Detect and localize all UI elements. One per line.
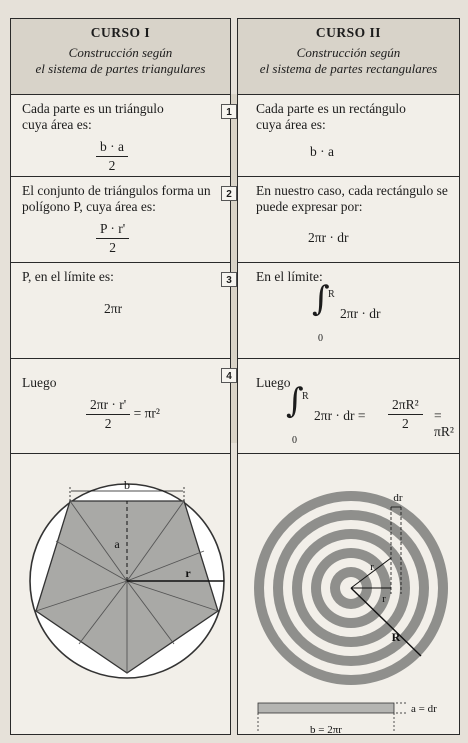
course-two-step2-text: En nuestro caso, cada rectángulo se puede expresar por: (256, 183, 448, 214)
course-two-title: CURSO II (315, 25, 382, 40)
course-two-step4-formula: ∫ R 0 2πr · dr = $\frac{\text{2πR²}}{2}$ = πR² (286, 381, 454, 446)
integral-sign: ∫ (286, 381, 304, 421)
label-a: a (114, 537, 120, 551)
course-two-step4 (238, 359, 459, 454)
unrolled-strip (258, 703, 394, 713)
course-one-step1-text: Cada parte es un triángulo cuya área es: (22, 101, 164, 132)
strip-label-a: a = dr (411, 703, 437, 715)
course-two-step3-integral: ∫ R 0 2πr · dr (312, 279, 381, 344)
integral-sign: ∫ (312, 279, 330, 319)
step-badge-1: 1 (221, 104, 237, 119)
label-r: r (185, 566, 191, 580)
label-R: R (391, 630, 401, 644)
course-one-header (11, 19, 230, 95)
course-two-step3 (238, 263, 459, 359)
step-badge-3: 3 (221, 272, 237, 287)
course-two-step1-formula: b · a (310, 144, 334, 159)
course-one-column (10, 18, 231, 735)
course-two-subtitle-line2: el sistema de partes rectangulares (259, 61, 438, 76)
course-one-step1 (11, 95, 230, 177)
label-r-upper: r (370, 561, 374, 573)
label-r-lower: r (382, 593, 386, 605)
course-two-step4-text: Luego (256, 375, 291, 390)
course-one-step4 (11, 359, 230, 454)
course-one-step1-fraction: $\frac{b \cdot a}{2}$ (96, 139, 128, 174)
course-two-step1-text: Cada parte es un rectángulo cuya área es: (256, 101, 406, 132)
course-one-step2 (11, 177, 230, 263)
course-two-header (238, 19, 459, 95)
label-b: b (124, 478, 130, 492)
course-two-step2 (238, 177, 459, 263)
course-one-step4-formula: $\frac{2\pi r \cdot r'}{2}$ = πr² (86, 397, 222, 432)
course-one-step2-text: El conjunto de triángulos forma un polígono P, cuya área es: (22, 183, 211, 214)
course-two-subtitle-line1: Construcción según (296, 45, 401, 60)
course-two-column (237, 18, 460, 735)
course-one-step3-formula: 2πr (104, 301, 123, 316)
course-one-step4-text: Luego (22, 375, 57, 390)
course-one-step3 (11, 263, 230, 359)
pentagon-figure (11, 454, 230, 735)
strip-label-b: b = 2πr (310, 724, 342, 736)
course-one-subtitle-line1: Construcción según (68, 45, 173, 60)
step-badge-4: 4 (221, 368, 237, 383)
concentric-rings-figure (238, 454, 459, 735)
label-dr: dr (393, 492, 403, 504)
course-two-step3-text: En el límite: (256, 269, 323, 284)
course-two-step2-formula: 2πr · dr (308, 230, 349, 245)
course-two-step1 (238, 95, 459, 177)
course-one-title: CURSO I (90, 25, 151, 40)
course-one-step2-fraction: $\frac{P \cdot r'}{2}$ (96, 221, 129, 256)
course-one-subtitle-line2: el sistema de partes triangulares (35, 61, 206, 76)
course-one-step3-text: P, en el límite es: (22, 269, 114, 284)
step-badge-2: 2 (221, 186, 237, 201)
